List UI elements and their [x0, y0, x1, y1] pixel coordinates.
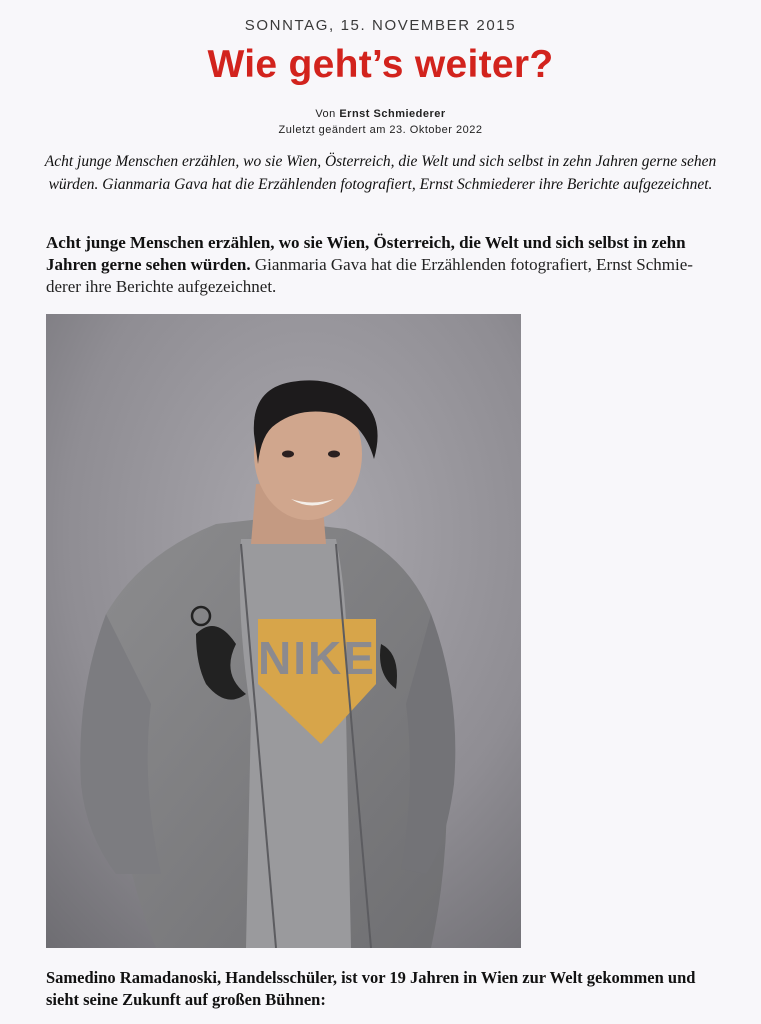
article-byline	[0, 108, 761, 120]
portrait-illustration	[46, 314, 521, 948]
last-updated: Zuletzt geändert am 23. Oktober 2022	[278, 124, 483, 136]
byline-prefix: Von	[315, 108, 340, 120]
author-name[interactable]: Ernst Schmiederer	[339, 108, 446, 120]
intro-paragraph	[46, 232, 721, 298]
shirt-print-text: NIKE	[258, 632, 376, 684]
intro-bold-text: Acht junge Menschen erzählen, wo sie Wien, Österreich, die Welt und sich selbst in zehn Jahren gerne sehen würden.	[46, 233, 686, 274]
intro-regular-text: Gianmaria Gava hat die Erzählenden fotografiert, Ernst Schmiederer ihre Berichte aufgezeichnet.	[46, 255, 693, 296]
article-title: Wie geht’s weiter?	[207, 43, 554, 86]
article-date: SONNTAG, 15. NOVEMBER 2015	[244, 17, 517, 34]
article-lead: Acht junge Menschen erzählen, wo sie Wien, Österreich, die Welt und sich selbst in zehn Jahren gerne sehen würden. Gianmaria Gava hat die Erzählenden fotografiert, Ernst Schmiederer ihre Berichte aufgezeichnet.	[44, 153, 717, 193]
photo-caption: Samedino Ramadanoski, Handelsschüler, ist vor 19 Jahren in Wien zur Welt gekommen und sieht seine Zukunft auf großen Bühnen:	[46, 968, 696, 1009]
portrait-photo	[46, 314, 521, 948]
